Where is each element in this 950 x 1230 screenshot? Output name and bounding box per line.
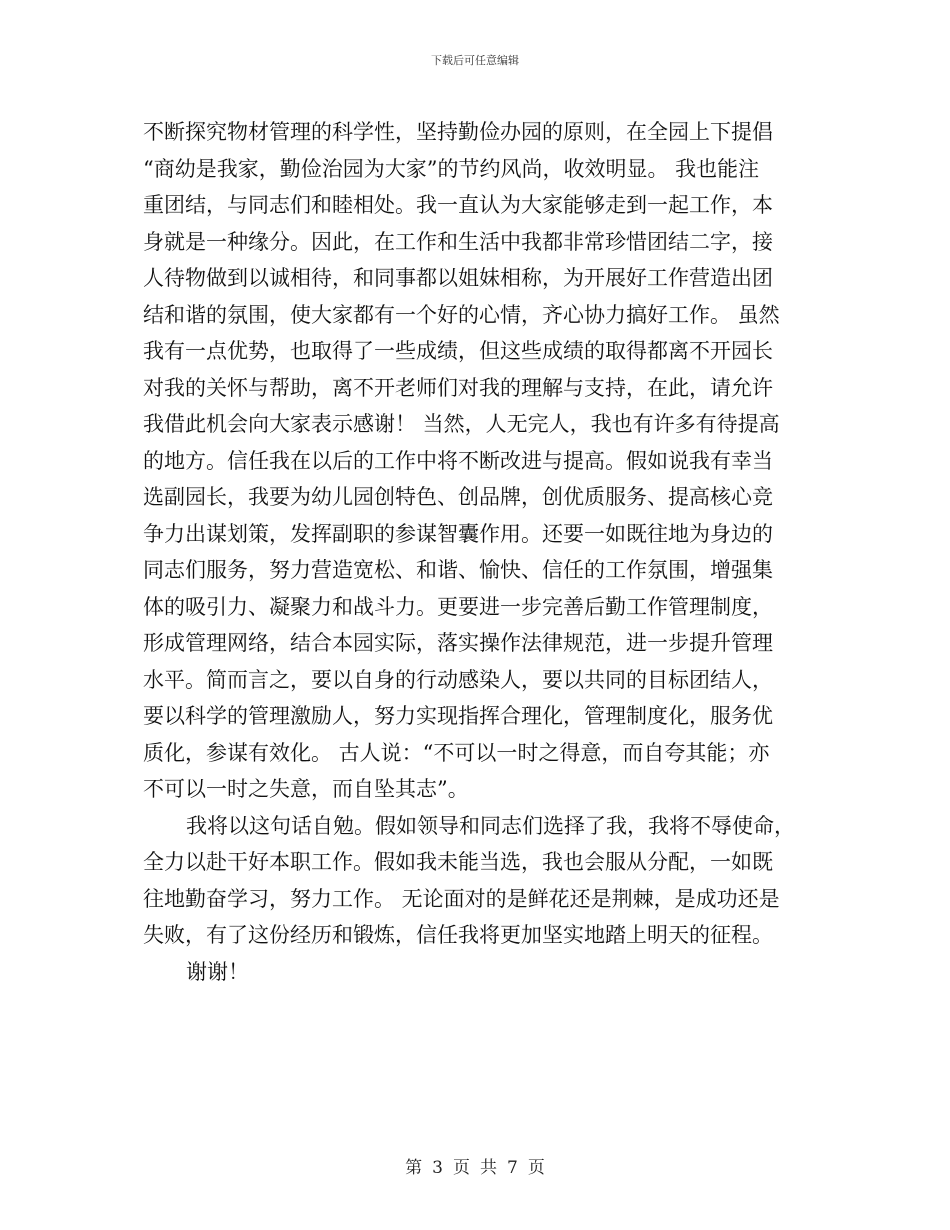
text-line: “商幼是我家，勤俭治园为大家”的节约风尚，收效明显。 我也能注: [143, 156, 760, 181]
current-page-number: 3: [432, 1158, 443, 1178]
text-line: 不断探究物材管理的科学性，坚持勤俭办园的原则，在全园上下提倡: [143, 120, 773, 144]
text-line: 对我的关怀与帮助，离不开老师们对我的理解与支持，在此，请允许: [143, 375, 773, 400]
text-line: 身就是一种缘分。因此，在工作和生活中我都非常珍惜团结二字，接: [143, 229, 773, 254]
text-line: 体的吸引力、凝聚力和战斗力。更要进一步完善后勤工作管理制度，: [143, 594, 773, 619]
text-line: 往地勤奋学习，努力工作。 无论面对的是鲜花还是荆棘，是成功还是: [143, 886, 780, 911]
text-line: 水平。简而言之，要以自身的行动感染人，要以共同的目标团结人，: [143, 667, 773, 692]
page-header-note: 下载后可任意编辑: [431, 54, 519, 67]
text-line: 同志们服务，努力营造宽松、和谐、愉快、信任的工作氛围，增强集: [143, 558, 773, 582]
text-line: 谢谢！: [186, 959, 249, 984]
text-line: 重团结，与同志们和睦相处。我一直认为大家能够走到一起工作，本: [143, 193, 773, 217]
text-line: 失败，有了这份经历和锻炼，信任我将更加坚实地踏上明天的征程。: [143, 923, 773, 947]
text-line: 要以科学的管理激励人，努力实现指挥合理化，管理制度化，服务优: [143, 704, 773, 728]
page-label-mid: 页: [453, 1158, 470, 1178]
text-line: 的地方。信任我在以后的工作中将不断改进与提高。假如说我有幸当: [143, 448, 773, 473]
text-line: 我有一点优势，也取得了一些成绩，但这些成绩的取得都离不开园长: [143, 339, 773, 363]
text-line: 我将以这句话自勉。假如领导和同志们选择了我，我将不辱使命，: [186, 813, 795, 838]
text-line: 不可以一时之失意，而自坠其志”。: [143, 777, 469, 801]
paragraph-1: [143, 114, 808, 808]
text-line: 争力出谋划策，发挥副职的参谋智囊作用。还要一如既往地为身边的: [143, 521, 773, 546]
text-line: 全力以赴干好本职工作。假如我未能当选，我也会服从分配，一如既: [143, 850, 773, 874]
total-pages-number: 7: [507, 1158, 518, 1178]
paragraph-2: [143, 808, 808, 954]
page-label-prefix: 第: [405, 1158, 423, 1178]
page-label-suffix: 页: [527, 1158, 545, 1178]
text-line: 我借此机会向大家表示感谢！ 当然，人无完人，我也有许多有待提高: [143, 412, 780, 436]
total-label: 共: [480, 1158, 497, 1178]
text-line: 结和谐的氛围，使大家都有一个好的心情，齐心协力搞好工作。 虽然: [143, 302, 780, 327]
page-number-footer: [0, 1153, 950, 1178]
text-line: 人待物做到以诚相待，和同事都以姐妹相称，为开展好工作营造出团: [143, 266, 773, 290]
text-line: 形成管理网络，结合本园实际，落实操作法律规范，进一步提升管理: [143, 631, 773, 655]
text-line: 质化，参谋有效化。 古人说：“不可以一时之得意，而自夸其能；亦: [143, 740, 770, 765]
paragraph-3: [143, 954, 808, 991]
document-body: [143, 114, 808, 990]
text-line: 选副园长，我要为幼儿园创特色、创品牌，创优质服务、提高核心竞: [143, 485, 773, 509]
